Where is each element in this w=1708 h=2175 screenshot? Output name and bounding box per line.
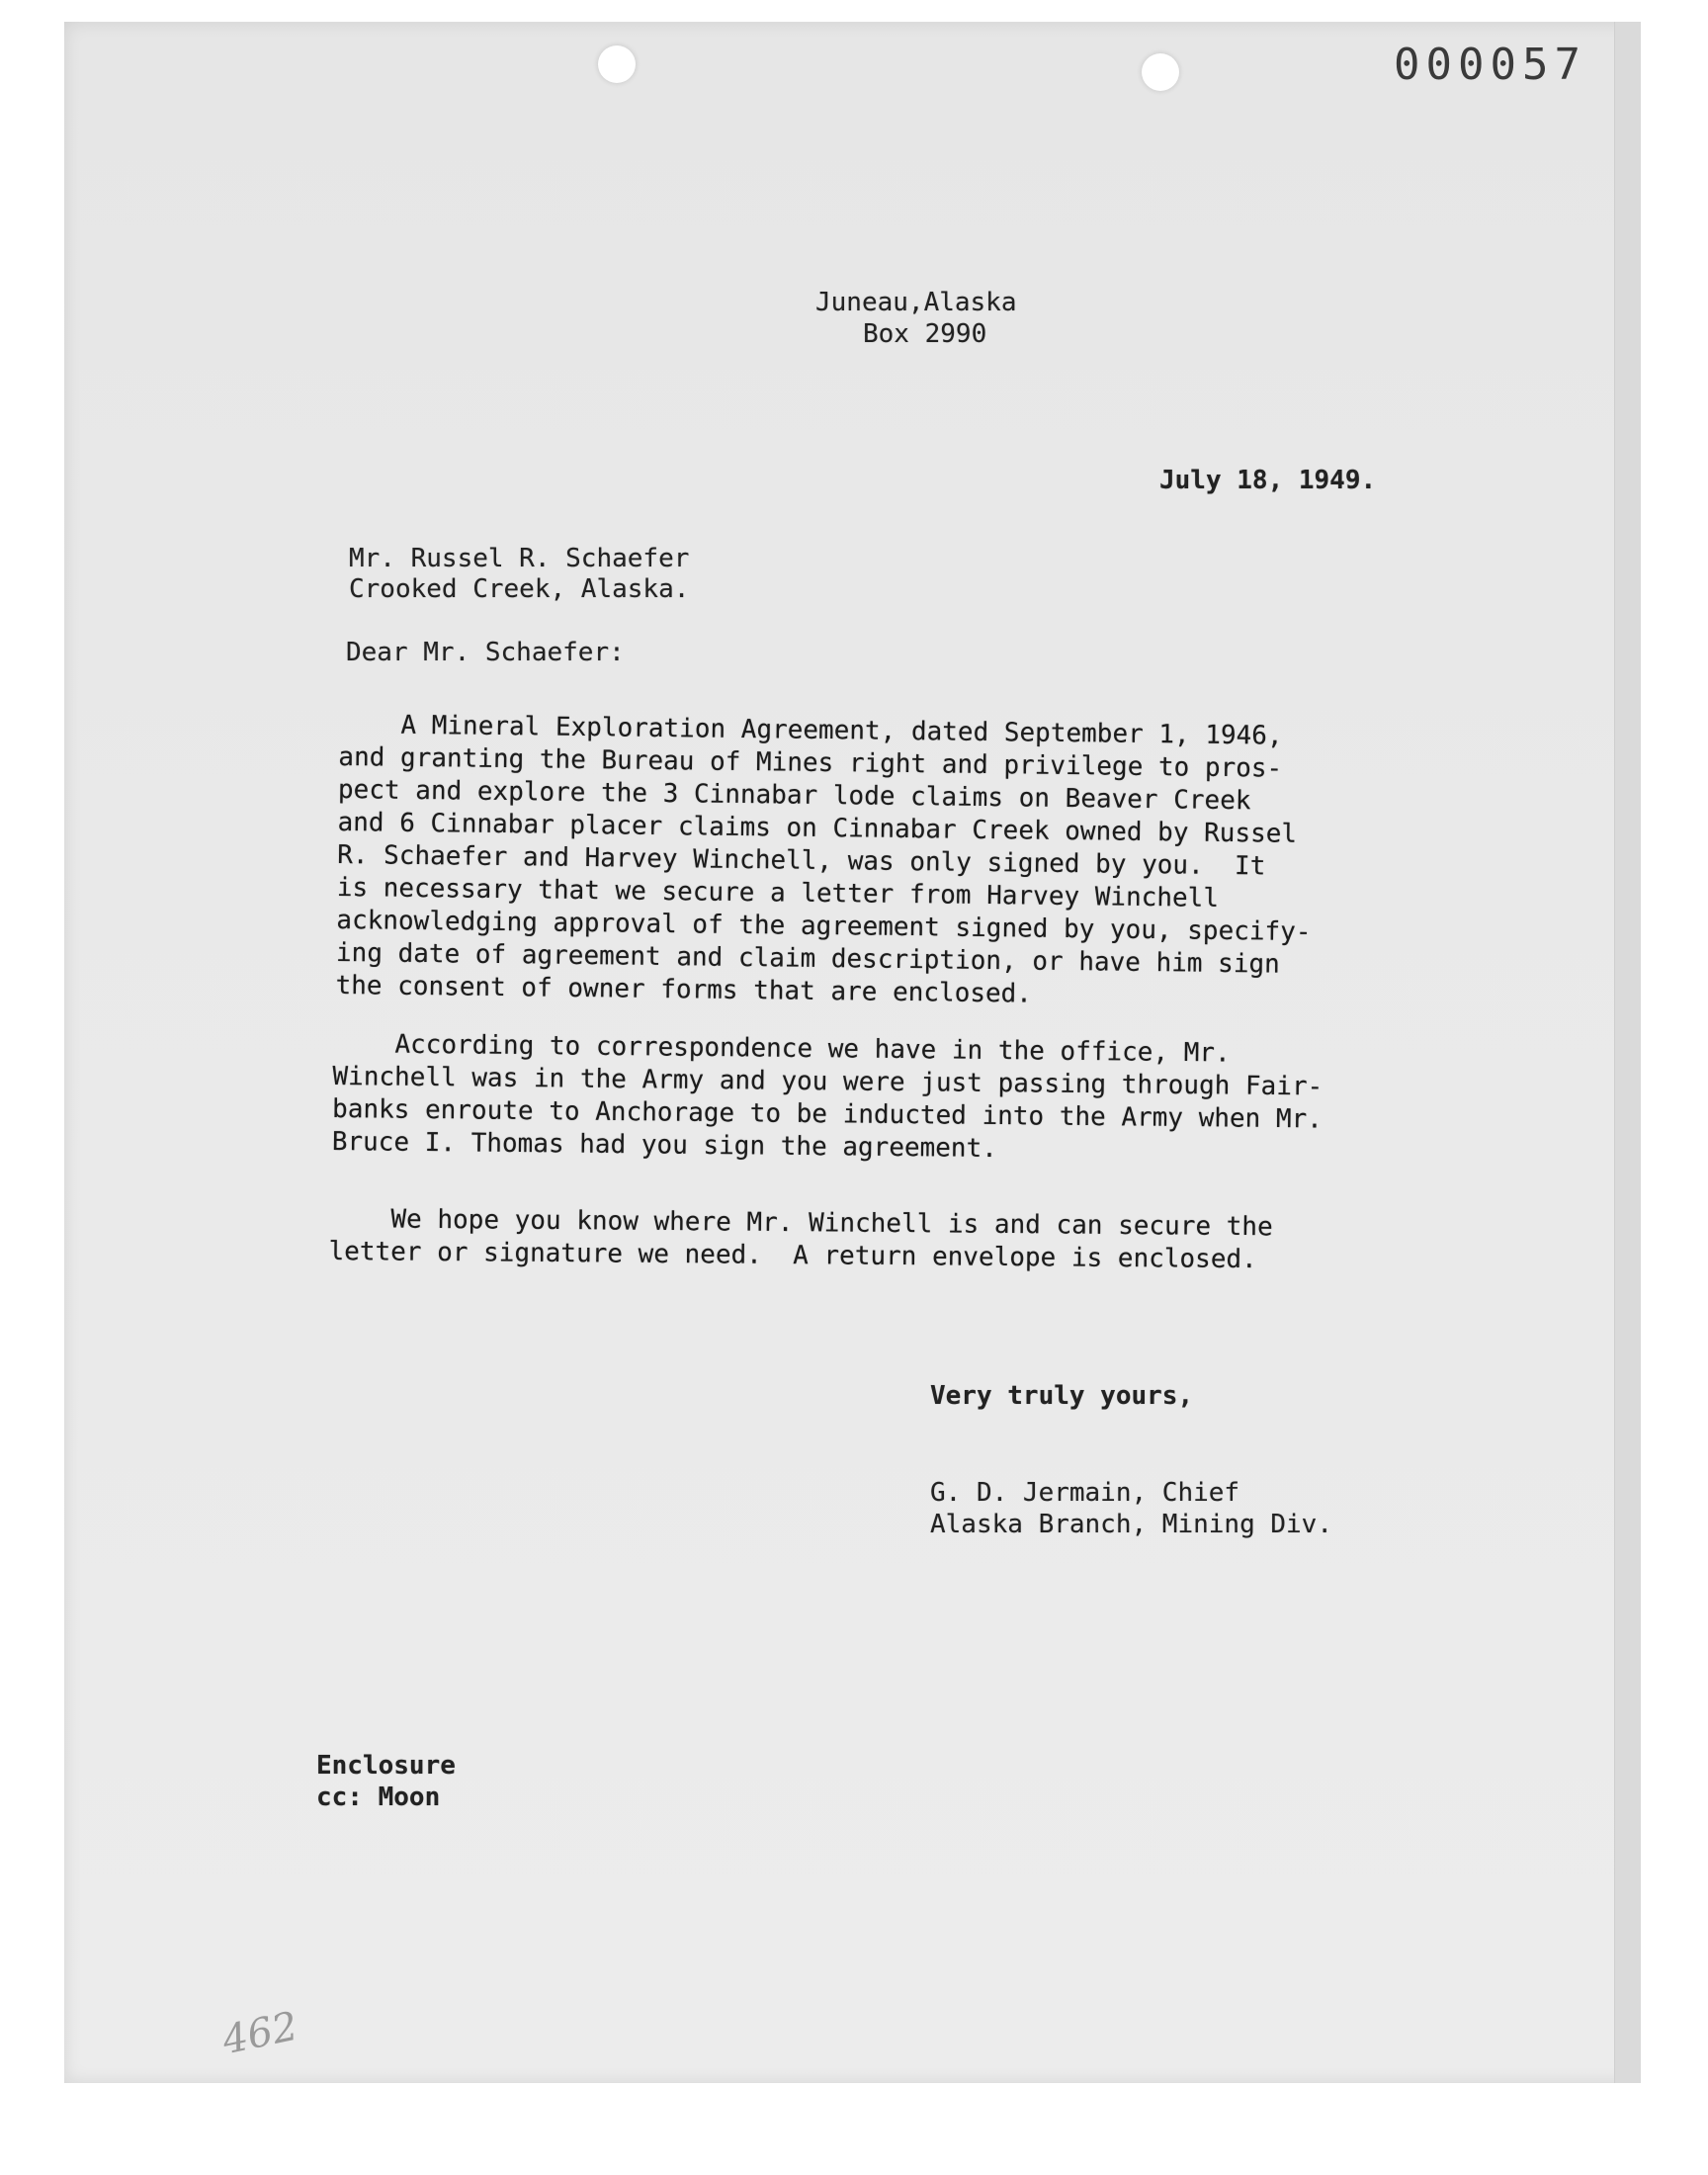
paragraph-line: letter or signature we need. A return envelope is enclosed. [328, 1236, 1257, 1275]
sender-address-line1: Juneau,Alaska [815, 288, 1017, 317]
paragraph-line: Winchell was in the Army and you were just passing through Fair- [332, 1061, 1324, 1102]
letter-page [64, 22, 1641, 2083]
paragraph-line: According to correspondence we have in the office, Mr. [332, 1029, 1231, 1069]
body-paragraph-3 [328, 1203, 1272, 1276]
paragraph-line: pect and explore the 3 Cinnabar lode claims on Beaver Creek [337, 774, 1251, 817]
paragraph-line: banks enroute to Anchorage to be inducted into the Army when Mr. [331, 1093, 1324, 1135]
punch-hole-left [598, 45, 636, 83]
recipient-name: Mr. Russel R. Schaefer [349, 544, 690, 573]
paragraph-line: Bruce I. Thomas had you sign the agreement. [331, 1126, 998, 1165]
paragraph-line: We hope you know where Mr. Winchell is and can secure the [328, 1204, 1273, 1243]
paragraph-line: and granting the Bureau of Mines right and privilege to pros- [338, 741, 1283, 784]
letter-date: July 18, 1949. [1159, 466, 1377, 495]
punch-hole-right [1142, 53, 1179, 91]
handwritten-note: 462 [218, 2003, 302, 2064]
enclosure-notation: Enclosure [316, 1751, 456, 1781]
paragraph-line: ing date of agreement and claim description, or have him sign [335, 937, 1280, 980]
paragraph-line: R. Schaefer and Harvey Winchell, was only signed by you. It [337, 839, 1266, 882]
body-paragraph-1 [335, 709, 1314, 1014]
sender-address-line2: Box 2990 [863, 319, 987, 349]
recipient-address: Crooked Creek, Alaska. [349, 574, 690, 604]
signature-title: Alaska Branch, Mining Div. [930, 1510, 1332, 1539]
paragraph-line: the consent of owner forms that are enclosed. [335, 970, 1033, 1009]
paragraph-line: acknowledging approval of the agreement signed by you, specify- [336, 905, 1312, 948]
paragraph-line: is necessary that we secure a letter from Harvey Winchell [336, 872, 1220, 914]
signature-name: G. D. Jermain, Chief [930, 1478, 1240, 1508]
body-paragraph-2 [332, 1028, 1324, 1169]
salutation: Dear Mr. Schaefer: [346, 638, 625, 667]
paragraph-line: A Mineral Exploration Agreement, dated September 1, 1946, [338, 709, 1283, 751]
cc-notation: cc: Moon [316, 1783, 441, 1812]
closing: Very truly yours, [930, 1381, 1194, 1411]
page-number-stamp: 000057 [1394, 40, 1586, 90]
paragraph-line: and 6 Cinnabar placer claims on Cinnabar Creek owned by Russel [337, 807, 1298, 849]
